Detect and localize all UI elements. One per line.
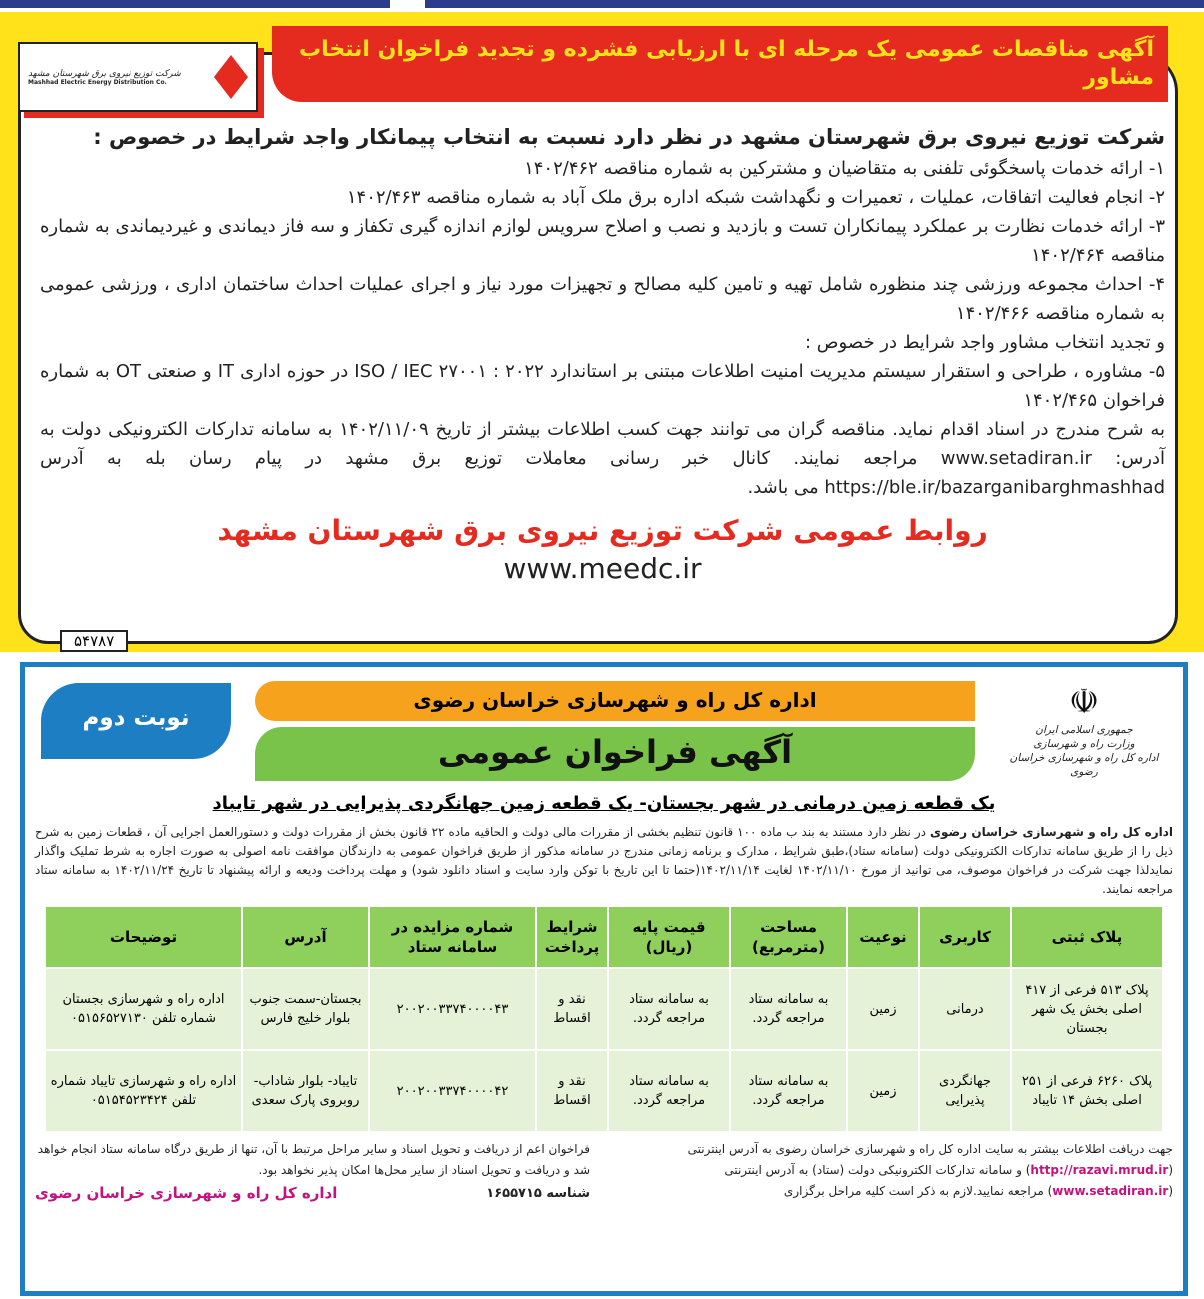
col-header: توضیحات [46, 907, 241, 967]
col-header: کاربری [920, 907, 1010, 967]
emblem-line: جمهوری اسلامی ایران [1035, 724, 1133, 736]
ad-signature: اداره کل راه و شهرسازی خراسان رضوی [35, 1184, 338, 1202]
cell: اداره راه و شهرسازی بجستان شماره تلفن ۰۵۱۵۶۵۲۷۱۳۰ [46, 969, 241, 1049]
ad-title-banner: آگهی مناقصات عمومی یک مرحله ای با ارزیابی فشرده و تجدید فراخوان انتخاب مشاور [272, 26, 1168, 102]
ad-body [40, 120, 1165, 502]
company-logo [18, 42, 258, 112]
emblem [999, 681, 1169, 779]
cell: ۲۰۰۲۰۰۳۳۷۴۰۰۰۰۴۳ [370, 969, 535, 1049]
tender-item: و تجدید انتخاب مشاور واجد شرایط در خصوص : [804, 332, 1165, 353]
ad-content [35, 791, 1173, 1204]
col-header: نوعیت [848, 907, 918, 967]
cell: به سامانه ستاد مراجعه گردد. [731, 969, 846, 1049]
cell: به سامانه ستاد مراجعه گردد. [731, 1051, 846, 1131]
footer-text: جهت دریافت اطلاعات بیشتر به سایت اداره کل راه و شهرسازی خراسان رضوی به آدرس اینترنتی ( [687, 1142, 1173, 1177]
cell: جهانگردی پذیرایی [920, 1051, 1010, 1131]
tender-item: ۲- انجام فعالیت اتفاقات، عملیات ، تعمیرات و نگهداشت شبکه اداره برق ملک آباد به شماره مناقصه ۱۴۰۲/۴۶۳ [346, 187, 1165, 208]
footer-text: ) مراجعه نمایید.لازم به ذکر است کلیه مراحل برگزاری [783, 1184, 1053, 1198]
table-header-row [46, 907, 1162, 967]
intro-body: در نظر دارد مستند به بند ب ماده ۱۰۰ قانون تنظیم بخشی از مقررات مالی دولت و الحاقیه ماده ۲۲ قانون بخش از مقررات دولت و دستورالعمل اجرایی آن ، قطعات زمین به شرح ذیل را از طریق سامانه تدارکات الکترونیکی دولت (سامانه ستاد)،طبق شرایط ، مدارک و برنامه زمانی مندرج در سامانه مذکور از طریق فراخوان عمومی به دارندگان موافقت نامه اصولی به صورت اجاره به شرط تملیک واگذار نمایدلذا جهت شرکت در فراخوان موصوف، می توانید از مورخ ۱۴۰۲/۱۱/۱۰ لغایت ۱۴۰۲/۱۱/۱۴(حتما تا این تاریخ با توکن وارد سایت و اسناد دانلود شود) و مهلت پرداخت ودیعه و ارائه پیشنهاد تا تاریخ ۱۴۰۲/۱۱/۲۴ به سامانه ستاد مراجعه نمایند. [35, 825, 1173, 896]
cell: درمانی [920, 969, 1010, 1049]
col-header: آدرس [243, 907, 368, 967]
cell: نقد و اقساط [537, 1051, 607, 1131]
cell: ۲۰۰۲۰۰۳۳۷۴۰۰۰۰۴۲ [370, 1051, 535, 1131]
iran-emblem-icon: ☫ [1068, 682, 1100, 722]
mrud-link[interactable]: http://razavi.mrud.ir [1030, 1163, 1169, 1177]
setad-link[interactable]: www.setadiran.ir [1052, 1184, 1169, 1198]
footer [35, 1139, 1173, 1204]
cell: زمین [848, 969, 918, 1049]
col-header: قیمت پایه (ریال) [609, 907, 729, 967]
footer-right [608, 1139, 1173, 1204]
round-badge: نوبت دوم [41, 683, 231, 759]
cell: به سامانه ستاد مراجعه گردد. [609, 1051, 729, 1131]
tender-item: ۳- ارائه خدمات نظارت بر عملکرد پیمانکاران تست و بازدید و نصب و اصلاح سرویس لوازم اندازه گیری تکفاز و سه فاز دیماندی و غیردیماندی به شماره مناقصه ۱۴۰۲/۴۶۴ [40, 216, 1165, 266]
tender-item: به شرح مندرج در اسناد اقدام نماید. مناقصه گران می توانند جهت کسب اطلاعات بیشتر از تاریخ ۱۴۰۲/۱۱/۰۹ به سامانه تدارکات الکترونیکی دولت به آدرس: www.setadiran.ir مراجعه نمایند. کانال خبر رسانی معاملات توزیع برق مشهد در پیام رسان بله به آدرس https://ble.ir/bazarganibarghmashhad می باشد. [40, 419, 1166, 498]
col-header: پلاک ثبتی [1012, 907, 1162, 967]
emblem-line: اداره کل راه و شهرسازی خراسان رضوی [1009, 752, 1159, 778]
main-title: آگهی فراخوان عمومی [255, 727, 975, 781]
tender-ad-mashhad [0, 12, 1204, 652]
cell: تایباد- بلوار شاداب-روبروی پارک سعدی [243, 1051, 368, 1131]
table-row [46, 1051, 1162, 1131]
cell: پلاک ۵۱۳ فرعی از ۴۱۷ اصلی بخش یک شهر بجستان [1012, 969, 1162, 1049]
intro-bold: اداره کل راه و شهرسازی خراسان رضوی [929, 825, 1173, 839]
org-name: اداره کل راه و شهرسازی خراسان رضوی [255, 681, 975, 721]
subtitle: یک قطعه زمین درمانی در شهر بجستان- یک قطعه زمین جهانگردی پذیرایی در شهر تایباد [212, 793, 996, 814]
public-call-ad-khorasan [20, 662, 1188, 1296]
ad-code: ۵۴۷۸۷ [60, 630, 128, 652]
footer-text: فراخوان اعم از دریافت و تحویل اسناد و سایر مراحل مرتبط با آن، تنها از طریق درگاه سامانه ستاد انجام خواهد شد و دریافت و تحویل اسناد از سایر محل‌ها امکان پذیر نخواهد بود. [37, 1142, 590, 1177]
cell: اداره راه و شهرسازی تایباد شماره تلفن ۰۵۱۵۴۵۲۳۴۲۴ [46, 1051, 241, 1131]
logo-mark-icon [214, 55, 248, 99]
logo-text-en: Mashhad Electric Energy Distribution Co. [28, 78, 167, 86]
intro-text [35, 823, 1173, 899]
website-link[interactable]: www.meedc.ir [503, 552, 702, 585]
cell: به سامانه ستاد مراجعه گردد. [609, 969, 729, 1049]
tender-item: ۱- ارائه خدمات پاسخگوئی تلفنی به متقاضیان و مشترکین به شماره مناقصه ۱۴۰۲/۴۶۲ [524, 158, 1165, 179]
footer-left [35, 1139, 590, 1204]
table-row [46, 969, 1162, 1049]
col-header: شماره مزایده در سامانه ستاد [370, 907, 535, 967]
ad-signature: روابط عمومی شرکت توزیع نیروی برق شهرستان مشهد [217, 514, 988, 547]
lead-text: شرکت توزیع نیروی برق شهرستان مشهد در نظر دارد نسبت به انتخاب پیمانکار واجد شرایط در خصوص : [93, 125, 1165, 149]
col-header: مساحت (مترمربع) [731, 907, 846, 967]
emblem-line: وزارت راه و شهرسازی [1033, 738, 1135, 750]
col-header: شرایط پرداخت [537, 907, 607, 967]
cell: نقد و اقساط [537, 969, 607, 1049]
ad-id: شناسه ۱۶۵۵۷۱۵ [486, 1186, 590, 1201]
cell: بجستان-سمت جنوب بلوار خلیج فارس [243, 969, 368, 1049]
land-table [44, 905, 1164, 1133]
footer-text: ) و سامانه تدارکات الکترونیکی دولت (ستاد) به آدرس اینترنتی ( [724, 1163, 1173, 1198]
cell: پلاک ۶۲۶۰ فرعی از ۲۵۱ اصلی بخش ۱۴ تایباد [1012, 1051, 1162, 1131]
tender-item: ۴- احداث مجموعه ورزشی چند منظوره شامل تهیه و تامین کلیه مصالح و تجهیزات مورد نیاز و اجرای عملیات احداث ساختمان اداری ، ورزشی عمومی به شماره مناقصه ۱۴۰۲/۴۶۶ [40, 274, 1165, 324]
ad-content [40, 120, 1165, 588]
top-strip-left [0, 0, 390, 8]
top-strip-right [425, 0, 1204, 8]
tender-item: ۵- مشاوره ، طراحی و استقرار سیستم مدیریت امنیت اطلاعات مبتنی بر استاندارد ISO / IEC ۲۷۰۰۱ : ۲۰۲۲ در حوزه اداری IT و صنعتی OT به شماره فراخوان ۱۴۰۲/۴۶۵ [40, 361, 1165, 411]
cell: زمین [848, 1051, 918, 1131]
logo-text-fa: شرکت توزیع نیروی برق شهرستان مشهد [28, 68, 181, 79]
